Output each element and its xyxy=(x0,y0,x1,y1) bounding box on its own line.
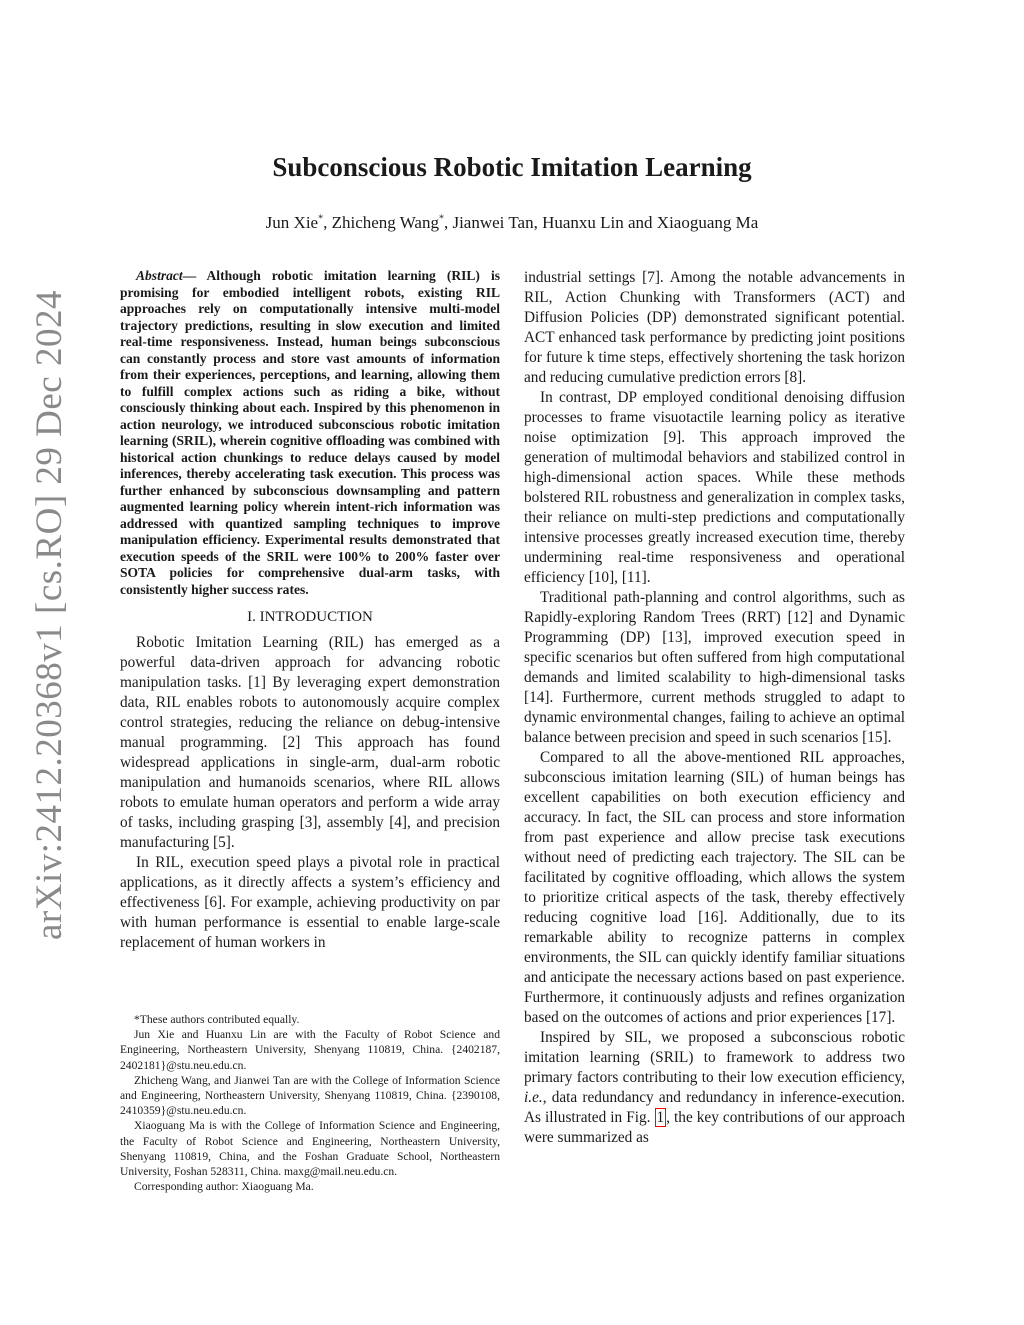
author-name: Jun Xie xyxy=(265,213,319,232)
footnotes xyxy=(120,1012,500,1194)
intro-paragraph: In RIL, execution speed plays a pivotal role in practical applications, as it directly affects a system’s efficiency and effectiveness [6]. For example, achieving productivity on par with human performance is essential to enable large-scale replacement of human workers in xyxy=(120,854,500,951)
equal-contrib-mark: * xyxy=(438,213,444,225)
right-column xyxy=(524,268,905,1148)
body-paragraph xyxy=(524,1028,905,1148)
body-paragraph: Traditional path-planning and control algorithms, such as Rapidly-exploring Random Trees (RRT) [12] and Dynamic Programming (DP) [13], improved execution speed in specific scenarios but often suffered from high computational demands and limited scalability to high-dimensional tasks [14]. Furthermore, current methods struggled to adapt to dynamic environmental changes, failing to achieve an optimal balance between precision and speed in such scenarios [15]. xyxy=(524,589,905,746)
text-run-italic: i.e. xyxy=(524,1089,543,1106)
left-column xyxy=(120,268,500,953)
intro-paragraph: Robotic Imitation Learning (RIL) has emerged as a powerful data-driven approach for advancing robotic manipulation tasks. [1] By leveraging expert demonstration data, RIL enables robots to autonomously acquire complex control strategies, reducing the reliance on debug-intensive manual programming. [2] This approach has found widespread applications in single-arm, dual-arm robotic manipulation and humanoids scenarios, where RIL allows robots to emulate human operators and perform a wide array of tasks, including grasping [3], assembly [4], and precision manufacturing [5]. xyxy=(120,634,500,851)
body-paragraph: Compared to all the above-mentioned RIL approaches, subconscious imitation learning (SIL) of human beings has excellent capabilities on both execution efficiency and accuracy. In fact, the SIL can process and store information from past experience and allow precise task executions without need of predicting each trajectory. The SIL can be facilitated by cognitive offloading, which allows the system to prioritize critical aspects of the task, thereby effectively reducing cognitive load [16]. Additionally, due to its remarkable ability to recognize patterns in complex environments, the SIL can quickly identify familiar situations and anticipate the necessary actions based on past experience. Furthermore, it continuously adjusts and refines organization based on the outcomes of actions and prior experiences [17]. xyxy=(524,749,905,1026)
abstract xyxy=(120,268,500,598)
author-names-rest: , Jianwei Tan, Huanxu Lin and Xiaoguang Ma xyxy=(443,213,759,232)
footnote: Zhicheng Wang, and Jianwei Tan are with the College of Information Science and Engineering, Northeastern University, Shenyang 110819, China. {2390108, 2410359}@stu.neu.edu.cn. xyxy=(120,1073,500,1118)
equal-contrib-mark: * xyxy=(318,213,324,225)
body-paragraph: In contrast, DP employed conditional denoising diffusion processes to frame visuotactile learning policy as iterative noise optimization [9]. This approach improved the generation of multimodal behaviors and stabilized control in high-dimensional action spaces. While these methods bolstered RIL robustness and generalization in complex tasks, their reliance on multi-step predictions and computationally intensive processes greatly increased execution time, thereby undermining real-time responsiveness and operational efficiency [10], [11]. xyxy=(524,389,905,586)
abstract-text: Although robotic imitation learning (RIL) is promising for embodied intelligent robots, existing RIL approaches rely on computationally intensive multi-model trajectory predictions, resulting in slow execution and limited real-time responsiveness. Instead, human beings subconscious can constantly process and store vast amounts of information from their experiences, perceptions, and learning, allowing them to fulfill complex actions such as riding a bike, without consciously thinking about each. Inspired by this phenomenon in action neurology, we introduced subconscious robotic imitation learning (SRIL), wherein cognitive offloading was combined with historical action chunkings to reduce delays caused by model inferences, thereby accelerating task execution. This process was further enhanced by subconscious downsampling and pattern augmented learning policy wherein intent-rich information was addressed with quantized sampling techniques to improve manipulation efficiency. Experimental results demonstrated that execution speeds of the SRIL were 100% to 200% faster over SOTA policies for comprehensive dual-arm tasks, with consistently higher success rates. xyxy=(120,268,501,597)
text-run: , data redundancy and redundancy in inference-execution. As illustrated in Fig. xyxy=(524,1089,905,1126)
footnote: Corresponding author: Xiaoguang Ma. xyxy=(134,1180,314,1194)
author-list: Jun Xie*, Zhicheng Wang*, Jianwei Tan, Huanxu Lin and Xiaoguang Ma xyxy=(265,213,759,232)
abstract-label: Abstract xyxy=(136,268,183,283)
footnote: Xiaoguang Ma is with the College of Information Science and Engineering, the Faculty of Robot Science and Engineering, Northeastern University, Shenyang 110819, China, and the Foshan Graduate School, Northeastern University, Foshan 528311, China. maxg@mail.neu.edu.cn. xyxy=(120,1119,500,1179)
text-run: , the key contributions of our approach were summarized as xyxy=(524,1109,905,1146)
body-paragraph: industrial settings [7]. Among the notable advancements in RIL, Action Chunking with Transformers (ACT) and Diffusion Policies (DP) demonstrated significant potential. ACT enhanced task performance by predicting joint positions for future k time steps, effectively shortening the task horizon and reducing cumulative prediction errors [8]. xyxy=(524,269,905,386)
section-heading-introduction: I. INTRODUCTION xyxy=(247,609,373,625)
author-name: Zhicheng Wang xyxy=(331,213,439,232)
abstract-dash: — xyxy=(182,268,207,283)
paper-title: Subconscious Robotic Imitation Learning xyxy=(272,152,752,182)
footnote: *These authors contributed equally. xyxy=(134,1013,300,1026)
text-run: Inspired by SIL, we proposed a subconscious robotic imitation learning (SRIL) to framework to address two primary factors contributing to their low execution efficiency, xyxy=(524,1029,905,1086)
footnote: Jun Xie and Huanxu Lin are with the Faculty of Robot Science and Engineering, Northeastern University, Shenyang 110819, China. {2402187, 2402181}@stu.neu.edu.cn. xyxy=(120,1028,500,1072)
arxiv-stamp: arXiv:2412.20368v1 [cs.RO] 29 Dec 2024 xyxy=(29,290,70,940)
figure-reference-link[interactable]: 1 xyxy=(656,1109,665,1126)
